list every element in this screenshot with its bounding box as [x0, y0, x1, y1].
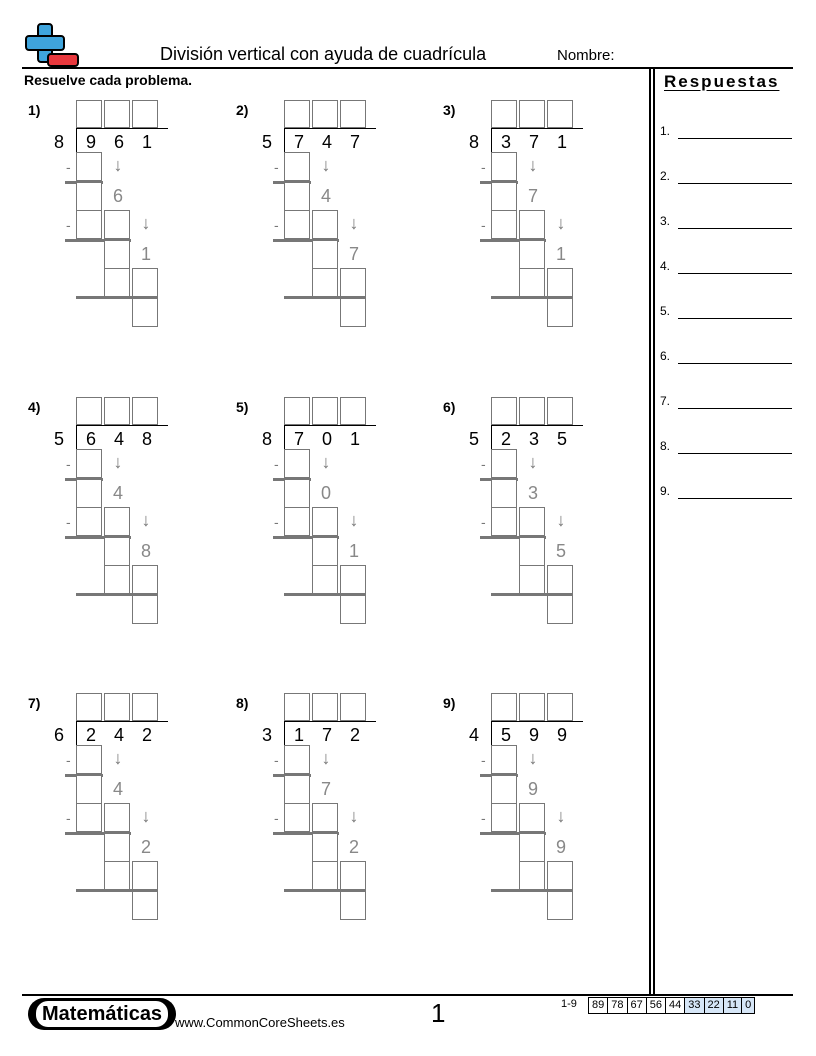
quotient-box[interactable]: [284, 100, 310, 128]
bring-down-arrow: ↓: [113, 748, 123, 768]
score-cell: 22: [705, 997, 724, 1014]
dividend-digit: 4: [113, 429, 124, 449]
quotient-box[interactable]: [284, 693, 310, 721]
site-url[interactable]: www.CommonCoreSheets.es: [175, 1015, 345, 1030]
work-box[interactable]: [104, 861, 130, 890]
work-box[interactable]: [491, 745, 517, 774]
work-box[interactable]: [312, 833, 338, 862]
score-table: [588, 997, 755, 1014]
logo-plus-minus-icon: [22, 22, 80, 68]
work-box[interactable]: [104, 268, 130, 297]
dividend-digit: 8: [141, 429, 152, 449]
remainder-box[interactable]: [340, 298, 366, 327]
bring-down-arrow: ↓: [321, 748, 331, 768]
bring-down-arrow: ↓: [556, 806, 566, 826]
problem-number: 6): [443, 399, 456, 415]
work-box[interactable]: [104, 507, 130, 536]
division-problem: [28, 397, 218, 647]
dividend-digit: 5: [556, 429, 567, 449]
work-box[interactable]: [284, 745, 310, 774]
dividend-digit: 6: [113, 132, 124, 152]
work-box[interactable]: [76, 479, 102, 508]
division-bar: [491, 128, 583, 129]
score-cell: 44: [666, 997, 685, 1014]
dividend-digit: 7: [321, 725, 332, 745]
score-cell: 0: [742, 997, 755, 1014]
work-box[interactable]: [491, 507, 517, 536]
quotient-box[interactable]: [104, 100, 130, 128]
dividend-digit: 2: [500, 429, 511, 449]
work-box[interactable]: [312, 210, 338, 239]
work-box[interactable]: [76, 210, 102, 239]
answer-blank[interactable]: [678, 183, 792, 184]
answer-blank[interactable]: [678, 363, 792, 364]
dividend-digit: 1: [556, 132, 567, 152]
quotient-box[interactable]: [76, 693, 102, 721]
work-box[interactable]: [519, 507, 545, 536]
remainder-box[interactable]: [132, 298, 158, 327]
quotient-box[interactable]: [132, 693, 158, 721]
divisor: 5: [53, 429, 64, 449]
work-box[interactable]: [547, 268, 573, 297]
work-box[interactable]: [491, 479, 517, 508]
minus-sign: -: [481, 514, 486, 530]
work-box[interactable]: [312, 507, 338, 536]
division-bar: [491, 721, 583, 722]
header-divider: [22, 67, 793, 69]
work-box[interactable]: [104, 210, 130, 239]
quotient-box[interactable]: [519, 100, 545, 128]
work-box[interactable]: [76, 152, 102, 181]
brought-down-digit: 4: [112, 483, 123, 503]
divisor: 4: [468, 725, 479, 745]
division-bar: [76, 721, 168, 722]
minus-sign: -: [481, 810, 486, 826]
brand-text: Matemáticas: [36, 1001, 168, 1027]
score-cell: 33: [685, 997, 704, 1014]
quotient-box[interactable]: [340, 100, 366, 128]
problem-number: 2): [236, 102, 249, 118]
work-box[interactable]: [491, 775, 517, 804]
work-box[interactable]: [312, 861, 338, 890]
brought-down-digit: 2: [348, 837, 359, 857]
work-box[interactable]: [132, 268, 158, 297]
brought-down-digit: 9: [555, 837, 566, 857]
division-bar: [284, 425, 376, 426]
problem-number: 8): [236, 695, 249, 711]
quotient-box[interactable]: [340, 397, 366, 425]
brought-down-digit: 4: [320, 186, 331, 206]
work-box[interactable]: [284, 152, 310, 181]
answer-blank[interactable]: [678, 318, 792, 319]
work-box[interactable]: [519, 210, 545, 239]
page-title: División vertical con ayuda de cuadrícula: [160, 44, 487, 64]
quotient-box[interactable]: [284, 397, 310, 425]
answer-row: [660, 392, 795, 412]
brought-down-digit: 1: [140, 244, 151, 264]
answer-row: [660, 212, 795, 232]
division-problem: [28, 693, 218, 943]
division-problem: [236, 100, 426, 350]
answer-number: 1.: [660, 124, 671, 138]
work-box[interactable]: [76, 449, 102, 478]
work-box[interactable]: [76, 803, 102, 832]
bring-down-arrow: ↓: [113, 452, 123, 472]
brought-down-digit: 4: [112, 779, 123, 799]
remainder-box[interactable]: [132, 891, 158, 920]
minus-sign: -: [274, 752, 279, 768]
divisor: 5: [261, 132, 272, 152]
bring-down-arrow: ↓: [349, 510, 359, 530]
answer-number: 8.: [660, 439, 671, 453]
work-box[interactable]: [340, 565, 366, 594]
work-box[interactable]: [284, 803, 310, 832]
work-box[interactable]: [76, 745, 102, 774]
quotient-box[interactable]: [312, 100, 338, 128]
minus-sign: -: [66, 810, 71, 826]
brought-down-digit: 2: [140, 837, 151, 857]
quotient-box[interactable]: [547, 397, 573, 425]
dividend-digit: 0: [321, 429, 332, 449]
answer-number: 9.: [660, 484, 671, 498]
problem-number: 9): [443, 695, 456, 711]
bring-down-arrow: ↓: [349, 806, 359, 826]
brought-down-digit: 7: [348, 244, 359, 264]
answer-row: [660, 167, 795, 187]
work-box[interactable]: [104, 565, 130, 594]
minus-sign: -: [274, 217, 279, 233]
name-label: Nombre:: [557, 47, 615, 64]
division-bar: [76, 128, 168, 129]
minus-sign: -: [481, 456, 486, 472]
remainder-box[interactable]: [547, 298, 573, 327]
answer-number: 2.: [660, 169, 671, 183]
division-problem: [236, 397, 426, 647]
answer-number: 3.: [660, 214, 671, 228]
brought-down-digit: 7: [320, 779, 331, 799]
answer-blank[interactable]: [678, 228, 792, 229]
page-number: 1: [431, 998, 446, 1028]
work-box[interactable]: [491, 449, 517, 478]
column-divider-left: [649, 67, 651, 995]
divisor: 8: [261, 429, 272, 449]
dividend-digit: 4: [113, 725, 124, 745]
divisor: 8: [53, 132, 64, 152]
work-box[interactable]: [519, 565, 545, 594]
work-box[interactable]: [312, 268, 338, 297]
brought-down-digit: 7: [527, 186, 538, 206]
quotient-box[interactable]: [132, 397, 158, 425]
work-box[interactable]: [312, 565, 338, 594]
score-cell: 89: [588, 997, 608, 1014]
bring-down-arrow: ↓: [528, 155, 538, 175]
bring-down-arrow: ↓: [528, 748, 538, 768]
dividend-digit: 2: [141, 725, 152, 745]
footer-divider: [22, 994, 793, 996]
quotient-box[interactable]: [132, 100, 158, 128]
work-box[interactable]: [284, 449, 310, 478]
minus-sign: -: [274, 810, 279, 826]
bring-down-arrow: ↓: [321, 452, 331, 472]
bring-down-arrow: ↓: [556, 510, 566, 530]
minus-sign: -: [481, 217, 486, 233]
work-box[interactable]: [312, 537, 338, 566]
work-box[interactable]: [519, 268, 545, 297]
work-box[interactable]: [284, 210, 310, 239]
brought-down-digit: 8: [140, 541, 151, 561]
work-box[interactable]: [491, 182, 517, 211]
answer-row: [660, 437, 795, 457]
work-box[interactable]: [104, 537, 130, 566]
quotient-box[interactable]: [519, 693, 545, 721]
dividend-digit: 5: [500, 725, 511, 745]
dividend-digit: 3: [528, 429, 539, 449]
division-bar: [491, 425, 583, 426]
dividend-digit: 7: [293, 429, 304, 449]
brought-down-digit: 6: [112, 186, 123, 206]
dividend-digit: 2: [349, 725, 360, 745]
dividend-digit: 9: [556, 725, 567, 745]
brought-down-digit: 5: [555, 541, 566, 561]
work-box[interactable]: [104, 240, 130, 269]
division-problem: [443, 693, 633, 943]
quotient-box[interactable]: [491, 397, 517, 425]
quotient-box[interactable]: [312, 397, 338, 425]
bring-down-arrow: ↓: [556, 213, 566, 233]
quotient-box[interactable]: [547, 100, 573, 128]
work-box[interactable]: [519, 240, 545, 269]
dividend-digit: 9: [528, 725, 539, 745]
quotient-box[interactable]: [104, 693, 130, 721]
bring-down-arrow: ↓: [113, 155, 123, 175]
quotient-box[interactable]: [312, 693, 338, 721]
work-box[interactable]: [519, 861, 545, 890]
dividend-digit: 3: [500, 132, 511, 152]
minus-sign: -: [481, 159, 486, 175]
problem-number: 5): [236, 399, 249, 415]
answer-number: 6.: [660, 349, 671, 363]
work-box[interactable]: [284, 479, 310, 508]
divisor: 6: [53, 725, 64, 745]
quotient-box[interactable]: [76, 100, 102, 128]
bring-down-arrow: ↓: [141, 510, 151, 530]
remainder-box[interactable]: [132, 595, 158, 624]
answer-number: 7.: [660, 394, 671, 408]
divisor: 5: [468, 429, 479, 449]
work-box[interactable]: [132, 861, 158, 890]
answer-blank[interactable]: [678, 408, 792, 409]
work-box[interactable]: [104, 833, 130, 862]
work-box[interactable]: [547, 861, 573, 890]
remainder-box[interactable]: [340, 891, 366, 920]
score-cell: 78: [608, 997, 627, 1014]
answer-row: [660, 347, 795, 367]
bring-down-arrow: ↓: [141, 806, 151, 826]
problem-number: 3): [443, 102, 456, 118]
dividend-digit: 2: [85, 725, 96, 745]
quotient-box[interactable]: [76, 397, 102, 425]
minus-sign: -: [66, 456, 71, 472]
work-box[interactable]: [491, 803, 517, 832]
quotient-box[interactable]: [104, 397, 130, 425]
problem-number: 1): [28, 102, 41, 118]
division-problem: [443, 397, 633, 647]
brought-down-digit: 1: [348, 541, 359, 561]
brought-down-digit: 1: [555, 244, 566, 264]
problem-number: 4): [28, 399, 41, 415]
work-box[interactable]: [491, 152, 517, 181]
work-box[interactable]: [340, 268, 366, 297]
quotient-box[interactable]: [491, 100, 517, 128]
dividend-digit: 1: [141, 132, 152, 152]
answer-row: [660, 122, 795, 142]
minus-sign: -: [274, 159, 279, 175]
divisor: 3: [261, 725, 272, 745]
score-cell: 11: [724, 997, 742, 1014]
dividend-digit: 1: [349, 429, 360, 449]
answer-row: [660, 302, 795, 322]
answer-number: 4.: [660, 259, 671, 273]
answer-blank[interactable]: [678, 453, 792, 454]
work-box[interactable]: [519, 803, 545, 832]
answers-title: Respuestas: [664, 72, 780, 91]
dividend-digit: 4: [321, 132, 332, 152]
work-box[interactable]: [76, 775, 102, 804]
column-divider-right: [653, 67, 655, 995]
minus-sign: -: [274, 456, 279, 472]
division-bar: [284, 128, 376, 129]
work-box[interactable]: [491, 210, 517, 239]
problem-number: 7): [28, 695, 41, 711]
remainder-box[interactable]: [340, 595, 366, 624]
work-box[interactable]: [340, 861, 366, 890]
division-problem: [28, 100, 218, 350]
dividend-digit: 7: [349, 132, 360, 152]
work-box[interactable]: [312, 240, 338, 269]
brought-down-digit: 0: [320, 483, 331, 503]
dividend-digit: 9: [85, 132, 96, 152]
remainder-box[interactable]: [547, 891, 573, 920]
division-problem: [236, 693, 426, 943]
minus-sign: -: [66, 159, 71, 175]
brand-logo: [28, 998, 176, 1030]
minus-sign: -: [66, 514, 71, 530]
work-box[interactable]: [104, 803, 130, 832]
score-cell: 67: [628, 997, 647, 1014]
bring-down-arrow: ↓: [528, 452, 538, 472]
answer-blank[interactable]: [678, 498, 792, 499]
work-box[interactable]: [519, 833, 545, 862]
answer-row: [660, 257, 795, 277]
score-cell: 56: [647, 997, 666, 1014]
dividend-digit: 7: [528, 132, 539, 152]
minus-sign: -: [481, 752, 486, 768]
answer-blank[interactable]: [678, 273, 792, 274]
work-box[interactable]: [312, 803, 338, 832]
minus-sign: -: [66, 217, 71, 233]
division-problem: [443, 100, 633, 350]
work-box[interactable]: [76, 507, 102, 536]
bring-down-arrow: ↓: [349, 213, 359, 233]
brought-down-digit: 3: [527, 483, 538, 503]
quotient-box[interactable]: [340, 693, 366, 721]
minus-sign: -: [274, 514, 279, 530]
answer-row: [660, 482, 795, 502]
remainder-box[interactable]: [547, 595, 573, 624]
work-box[interactable]: [284, 182, 310, 211]
answer-number: 5.: [660, 304, 671, 318]
work-box[interactable]: [284, 775, 310, 804]
dividend-digit: 1: [293, 725, 304, 745]
work-box[interactable]: [547, 565, 573, 594]
divisor: 8: [468, 132, 479, 152]
work-box[interactable]: [519, 537, 545, 566]
minus-sign: -: [66, 752, 71, 768]
division-bar: [76, 425, 168, 426]
answer-blank[interactable]: [678, 138, 792, 139]
division-bar: [284, 721, 376, 722]
dividend-digit: 6: [85, 429, 96, 449]
work-box[interactable]: [76, 182, 102, 211]
quotient-box[interactable]: [519, 397, 545, 425]
instructions: Resuelve cada problema.: [24, 72, 193, 88]
work-box[interactable]: [132, 565, 158, 594]
bring-down-arrow: ↓: [321, 155, 331, 175]
work-box[interactable]: [284, 507, 310, 536]
quotient-box[interactable]: [547, 693, 573, 721]
score-range-label: 1-9: [561, 998, 577, 1010]
brought-down-digit: 9: [527, 779, 538, 799]
dividend-digit: 7: [293, 132, 304, 152]
bring-down-arrow: ↓: [141, 213, 151, 233]
quotient-box[interactable]: [491, 693, 517, 721]
